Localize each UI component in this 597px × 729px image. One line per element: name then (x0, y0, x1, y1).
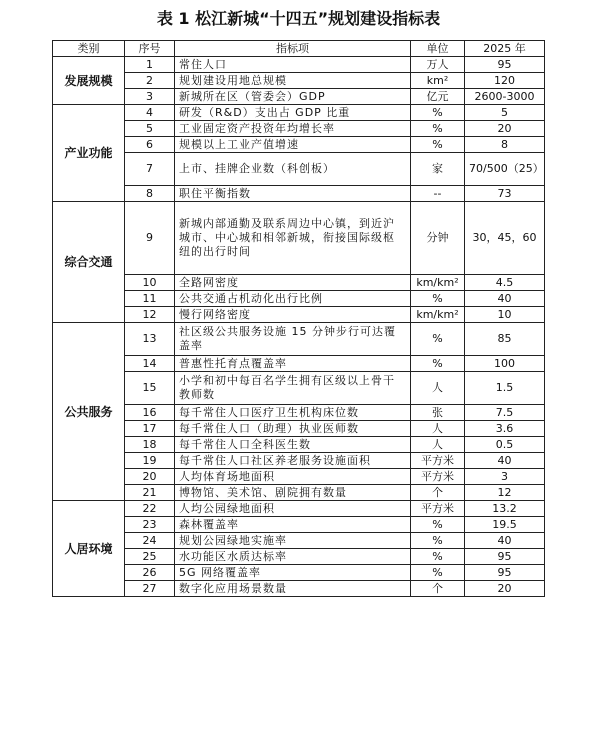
table-row (53, 485, 545, 501)
indicator-table (52, 40, 545, 597)
table-row (53, 202, 545, 275)
row-unit: 平方米 (411, 453, 465, 469)
row-num: 15 (125, 372, 175, 405)
row-value: 85 (465, 323, 545, 356)
row-num: 20 (125, 469, 175, 485)
row-num: 12 (125, 307, 175, 323)
row-name: 每千常住人口全科医生数 (175, 437, 411, 453)
row-unit: % (411, 549, 465, 565)
table-row (53, 307, 545, 323)
row-value: 10 (465, 307, 545, 323)
header-category: 类别 (53, 41, 125, 57)
row-unit: % (411, 517, 465, 533)
row-unit: % (411, 533, 465, 549)
row-unit: % (411, 356, 465, 372)
row-num: 23 (125, 517, 175, 533)
row-unit: 分钟 (411, 202, 465, 275)
category-cell: 人居环境 (53, 501, 125, 597)
header-unit: 单位 (411, 41, 465, 57)
row-name: 规模以上工业产值增速 (175, 137, 411, 153)
row-num: 19 (125, 453, 175, 469)
row-unit: % (411, 137, 465, 153)
row-value: 4.5 (465, 275, 545, 291)
row-num: 3 (125, 89, 175, 105)
row-value: 20 (465, 581, 545, 597)
row-name: 每千常住人口医疗卫生机构床位数 (175, 405, 411, 421)
table-row (53, 57, 545, 73)
table-row (53, 501, 545, 517)
row-name: 慢行网络密度 (175, 307, 411, 323)
table-row (53, 437, 545, 453)
row-value: 2600-3000 (465, 89, 545, 105)
row-value: 7.5 (465, 405, 545, 421)
row-name: 普惠性托育点覆盖率 (175, 356, 411, 372)
row-name: 公共交通占机动化出行比例 (175, 291, 411, 307)
row-name: 规划建设用地总规模 (175, 73, 411, 89)
row-num: 27 (125, 581, 175, 597)
row-value: 3.6 (465, 421, 545, 437)
table-row (53, 89, 545, 105)
row-value: 120 (465, 73, 545, 89)
row-unit: % (411, 291, 465, 307)
row-unit: 平方米 (411, 469, 465, 485)
row-name: 每千常住人口社区养老服务设施面积 (175, 453, 411, 469)
row-num: 4 (125, 105, 175, 121)
row-num: 14 (125, 356, 175, 372)
row-unit: km/km² (411, 275, 465, 291)
row-unit: % (411, 105, 465, 121)
row-name: 数字化应用场景数量 (175, 581, 411, 597)
row-num: 18 (125, 437, 175, 453)
row-num: 17 (125, 421, 175, 437)
row-unit: 人 (411, 437, 465, 453)
row-value: 40 (465, 533, 545, 549)
header-num: 序号 (125, 41, 175, 57)
row-unit: 张 (411, 405, 465, 421)
row-name: 人均公园绿地面积 (175, 501, 411, 517)
row-num: 9 (125, 202, 175, 275)
header-target: 2025 年 (465, 41, 545, 57)
category-cell: 产业功能 (53, 105, 125, 202)
row-value: 100 (465, 356, 545, 372)
table-row (53, 405, 545, 421)
row-value: 3 (465, 469, 545, 485)
row-name: 小学和初中每百名学生拥有区级以上骨干教师数 (175, 372, 411, 405)
row-name: 常住人口 (175, 57, 411, 73)
row-num: 26 (125, 565, 175, 581)
row-unit: 人 (411, 372, 465, 405)
row-unit: 万人 (411, 57, 465, 73)
category-cell: 公共服务 (53, 323, 125, 501)
row-num: 6 (125, 137, 175, 153)
row-num: 5 (125, 121, 175, 137)
row-name: 新城所在区（管委会）GDP (175, 89, 411, 105)
table-row (53, 137, 545, 153)
row-unit: 家 (411, 153, 465, 186)
table-row (53, 153, 545, 186)
row-value: 40 (465, 291, 545, 307)
row-num: 8 (125, 186, 175, 202)
table-row (53, 565, 545, 581)
table-row (53, 275, 545, 291)
row-unit: -- (411, 186, 465, 202)
table-row (53, 186, 545, 202)
row-value: 40 (465, 453, 545, 469)
row-value: 0.5 (465, 437, 545, 453)
table-row (53, 421, 545, 437)
category-cell: 发展规模 (53, 57, 125, 105)
row-name: 森林覆盖率 (175, 517, 411, 533)
row-name: 社区级公共服务设施 15 分钟步行可达覆盖率 (175, 323, 411, 356)
row-value: 20 (465, 121, 545, 137)
row-num: 2 (125, 73, 175, 89)
row-value: 95 (465, 565, 545, 581)
row-value: 5 (465, 105, 545, 121)
row-num: 21 (125, 485, 175, 501)
row-name: 5G 网络覆盖率 (175, 565, 411, 581)
row-value: 8 (465, 137, 545, 153)
row-num: 7 (125, 153, 175, 186)
table-row (53, 372, 545, 405)
row-value: 95 (465, 57, 545, 73)
table-row (53, 533, 545, 549)
row-value: 12 (465, 485, 545, 501)
row-unit: % (411, 121, 465, 137)
row-value: 70/500（25） (465, 153, 545, 186)
header-row (53, 41, 545, 57)
row-unit: 个 (411, 485, 465, 501)
row-unit: km² (411, 73, 465, 89)
row-name: 博物馆、美术馆、剧院拥有数量 (175, 485, 411, 501)
row-name: 职住平衡指数 (175, 186, 411, 202)
row-unit: 个 (411, 581, 465, 597)
table-row (53, 517, 545, 533)
row-name: 全路网密度 (175, 275, 411, 291)
row-name: 每千常住人口（助理）执业医师数 (175, 421, 411, 437)
table-row (53, 356, 545, 372)
table-row (53, 323, 545, 356)
row-unit: 亿元 (411, 89, 465, 105)
row-unit: 平方米 (411, 501, 465, 517)
row-name: 上市、挂牌企业数（科创板） (175, 153, 411, 186)
table-row (53, 453, 545, 469)
row-num: 13 (125, 323, 175, 356)
row-num: 11 (125, 291, 175, 307)
table-row (53, 105, 545, 121)
row-unit: km/km² (411, 307, 465, 323)
table-row (53, 291, 545, 307)
row-value: 19.5 (465, 517, 545, 533)
row-name: 工业固定资产投资年均增长率 (175, 121, 411, 137)
row-name: 新城内部通勤及联系周边中心镇，到近沪城市、中心城和相邻新城，衔接国际级枢纽的出行时间 (175, 202, 411, 275)
table-row (53, 549, 545, 565)
row-name: 规划公园绿地实施率 (175, 533, 411, 549)
row-num: 1 (125, 57, 175, 73)
row-num: 16 (125, 405, 175, 421)
row-value: 13.2 (465, 501, 545, 517)
row-value: 95 (465, 549, 545, 565)
row-num: 25 (125, 549, 175, 565)
row-name: 水功能区水质达标率 (175, 549, 411, 565)
row-unit: 人 (411, 421, 465, 437)
category-cell: 综合交通 (53, 202, 125, 323)
table-title: 表 1 松江新城“十四五”规划建设指标表 (156, 9, 441, 28)
row-value: 1.5 (465, 372, 545, 405)
row-name: 人均体育场地面积 (175, 469, 411, 485)
row-num: 10 (125, 275, 175, 291)
table-row (53, 73, 545, 89)
row-name: 研发（R&D）支出占 GDP 比重 (175, 105, 411, 121)
row-num: 22 (125, 501, 175, 517)
row-unit: % (411, 565, 465, 581)
header-name: 指标项 (175, 41, 411, 57)
row-value: 30，45，60 (465, 202, 545, 275)
row-value: 73 (465, 186, 545, 202)
row-unit: % (411, 323, 465, 356)
table-row (53, 121, 545, 137)
row-num: 24 (125, 533, 175, 549)
table-row (53, 581, 545, 597)
table-row (53, 469, 545, 485)
